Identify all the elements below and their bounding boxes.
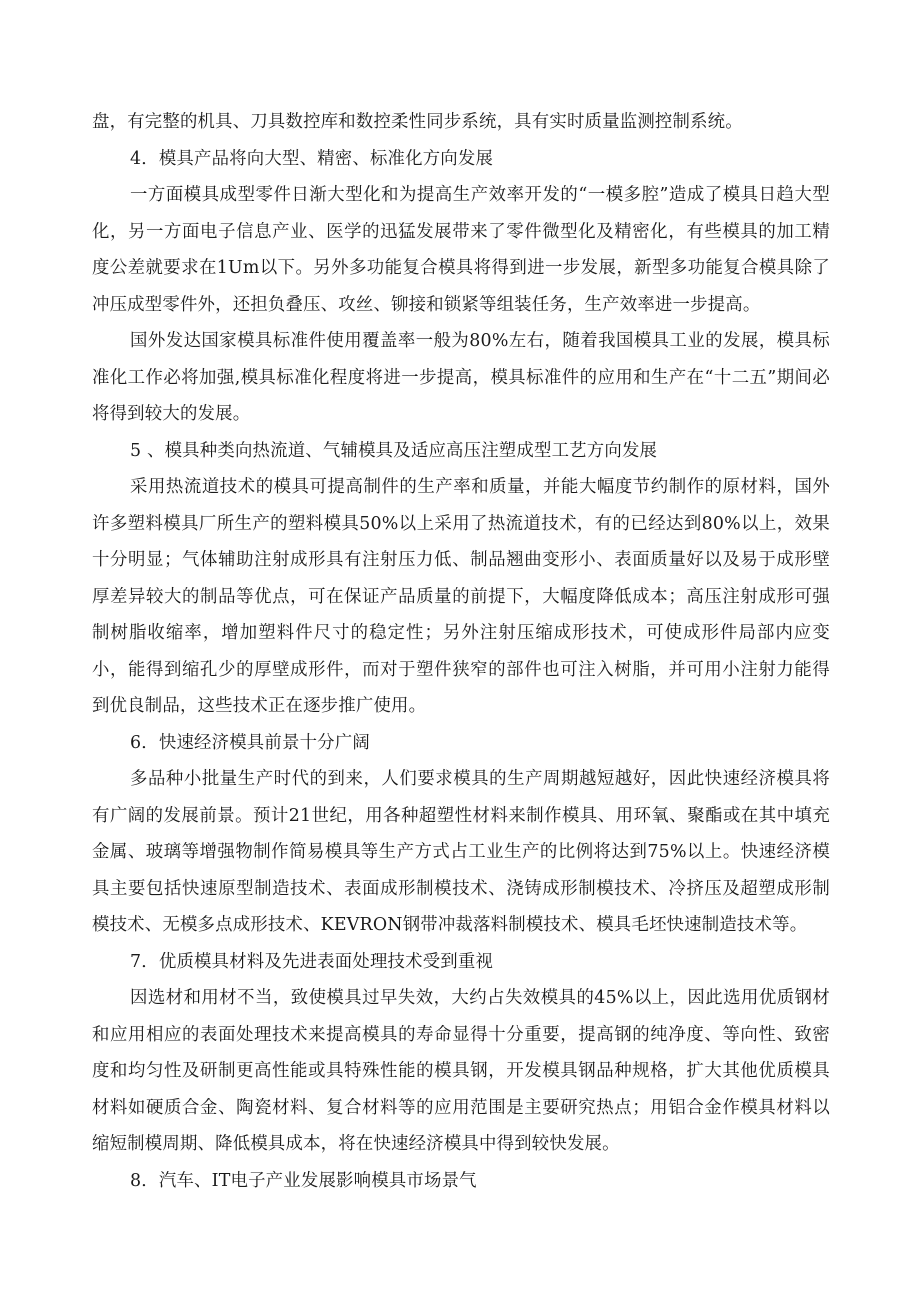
document-page xyxy=(92,104,830,1199)
paragraph-standard-parts: 国外发达国家模具标准件使用覆盖率一般为80%左右，随着我国模具工业的发展，模具标准化工作必将加强,模具标准化程度将进一步提高，模具标准件的应用和生产在“十二五”期间必将得到较大的发展。 xyxy=(92,331,830,424)
section-heading-5: 5 、模具种类向热流道、气辅模具及适应高压注塑成型工艺方向发展 xyxy=(130,440,658,461)
paragraph-hot-runner: 采用热流道技术的模具可提高制件的生产率和质量，并能大幅度节约制作的原材料，国外许多塑料模具厂所生产的塑料模具50%以上采用了热流道技术，有的已经达到80%以上，效果十分明显；气体辅助注射成形具有注射压力低、制品翘曲变形小、表面质量好以及易于成形壁厚差异较大的制品等优点，可在保证产品质量的前提下，大幅度降低成本；高压注射成形可强制树脂收缩率，增加塑料件尺寸的稳定性；另外注射压缩成形技术，可使成形件局部内应变小，能得到缩孔少的厚壁成形件，而对于塑件狭窄的部件也可注入树脂，并可用小注射力能得到优良制品，这些技术正在逐步推广使用。 xyxy=(92,477,830,716)
section-heading-7: 7．优质模具材料及先进表面处理技术受到重视 xyxy=(130,951,494,972)
section-heading-8: 8．汽车、IT电子产业发展影响模具市场景气 xyxy=(130,1170,477,1191)
paragraph-large-precision-molds: 一方面模具成型零件日渐大型化和为提高生产效率开发的“一模多腔”造成了模具日趋大型化，另一方面电子信息产业、医学的迅猛发展带来了零件微型化及精密化，有些模具的加工精度公差就要求在1Um以下。另外多功能复合模具将得到进一步发展，新型多功能复合模具除了冲压成型零件外，还担负叠压、攻丝、铆接和锁紧等组装任务，生产效率进一步提高。 xyxy=(92,185,830,315)
paragraph-continuation: 盘，有完整的机具、刀具数控库和数控柔性同步系统，具有实时质量监测控制系统。 xyxy=(92,112,743,132)
section-heading-6: 6．快速经济模具前景十分广阔 xyxy=(130,732,370,753)
section-heading-4: 4．模具产品将向大型、精密、标准化方向发展 xyxy=(130,148,494,169)
paragraph-rapid-economic-molds: 多品种小批量生产时代的到来，人们要求模具的生产周期越短越好，因此快速经济模具将有广阔的发展前景。预计21世纪，用各种超塑性材料来制作模具、用环氧、聚酯或在其中填充金属、玻璃等增强物制作简易模具等生产方式占工业生产的比例将达到75%以上。快速经济模具主要包括快速原型制造技术、表面成形制模技术、浇铸成形制模技术、冷挤压及超塑成形制模技术、无模多点成形技术、KEVRON钢带冲裁落料制模技术、模具毛坯快速制造技术等。 xyxy=(92,769,830,935)
paragraph-mold-materials: 因选材和用材不当，致使模具过早失效，大约占失效模具的45%以上，因此选用优质钢材和应用相应的表面处理技术来提高模具的寿命显得十分重要，提高钢的纯净度、等向性、致密度和均匀性及研制更高性能或具特殊性能的模具钢，开发模具钢品种规格，扩大其他优质模具材料如硬质合金、陶瓷材料、复合材料等的应用范围是主要研究热点；用铝合金作模具材料以缩短制模周期、降低模具成本，将在快速经济模具中得到较快发展。 xyxy=(92,988,830,1154)
